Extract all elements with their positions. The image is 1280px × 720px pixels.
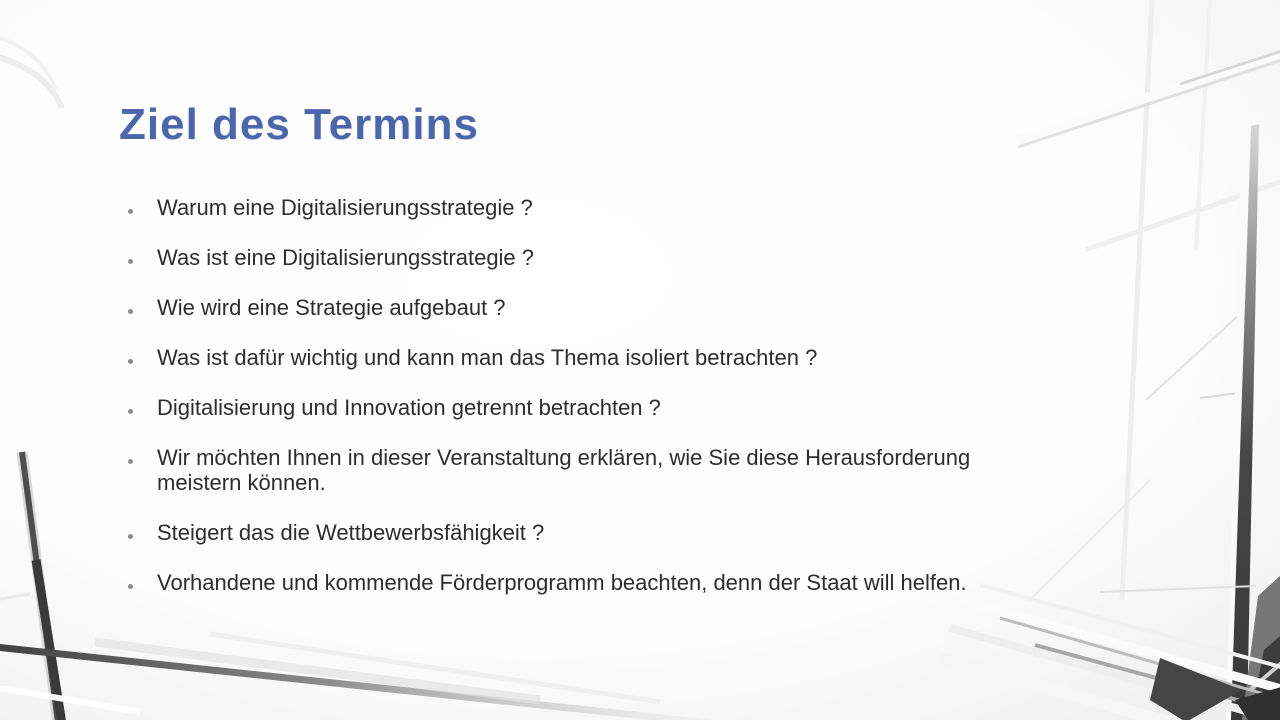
bullet-text: Digitalisierung und Innovation getrennt betrachten ? [157, 395, 661, 420]
bullet-dot-icon [128, 459, 133, 464]
bullet-dot-icon [128, 259, 133, 264]
bullet-dot-icon [128, 534, 133, 539]
bullet-text: Vorhandene und kommende Förderprogramm beachten, denn der Staat will helfen. [157, 570, 967, 595]
bullet-item [125, 520, 977, 545]
bullet-text: Was ist eine Digitalisierungsstrategie ? [157, 245, 535, 270]
bullet-text: Steigert das die Wettbewerbsfähigkeit ? [157, 520, 545, 545]
bullet-item [125, 345, 977, 370]
bullet-dot-icon [128, 209, 133, 214]
bullet-dot-icon [128, 409, 133, 414]
bullet-text: Was ist dafür wichtig und kann man das Thema isoliert betrachten ? [157, 345, 818, 370]
bullet-list [125, 195, 977, 620]
bullet-item [125, 570, 977, 595]
slide-title: Ziel des Termins [119, 100, 479, 149]
bullet-dot-icon [128, 309, 133, 314]
bullet-dot-icon [128, 359, 133, 364]
bullet-item [125, 445, 977, 495]
bullet-item [125, 195, 977, 220]
bullet-text: Wir möchten Ihnen in dieser Veranstaltung erklären, wie Sie diese Herausforderung meistern können. [157, 445, 971, 495]
bullet-text: Wie wird eine Strategie aufgebaut ? [157, 295, 506, 320]
bullet-item [125, 295, 977, 320]
bullet-text: Warum eine Digitalisierungsstrategie ? [157, 195, 533, 220]
bullet-item [125, 395, 977, 420]
bullet-dot-icon [128, 584, 133, 589]
bullet-item [125, 245, 977, 270]
